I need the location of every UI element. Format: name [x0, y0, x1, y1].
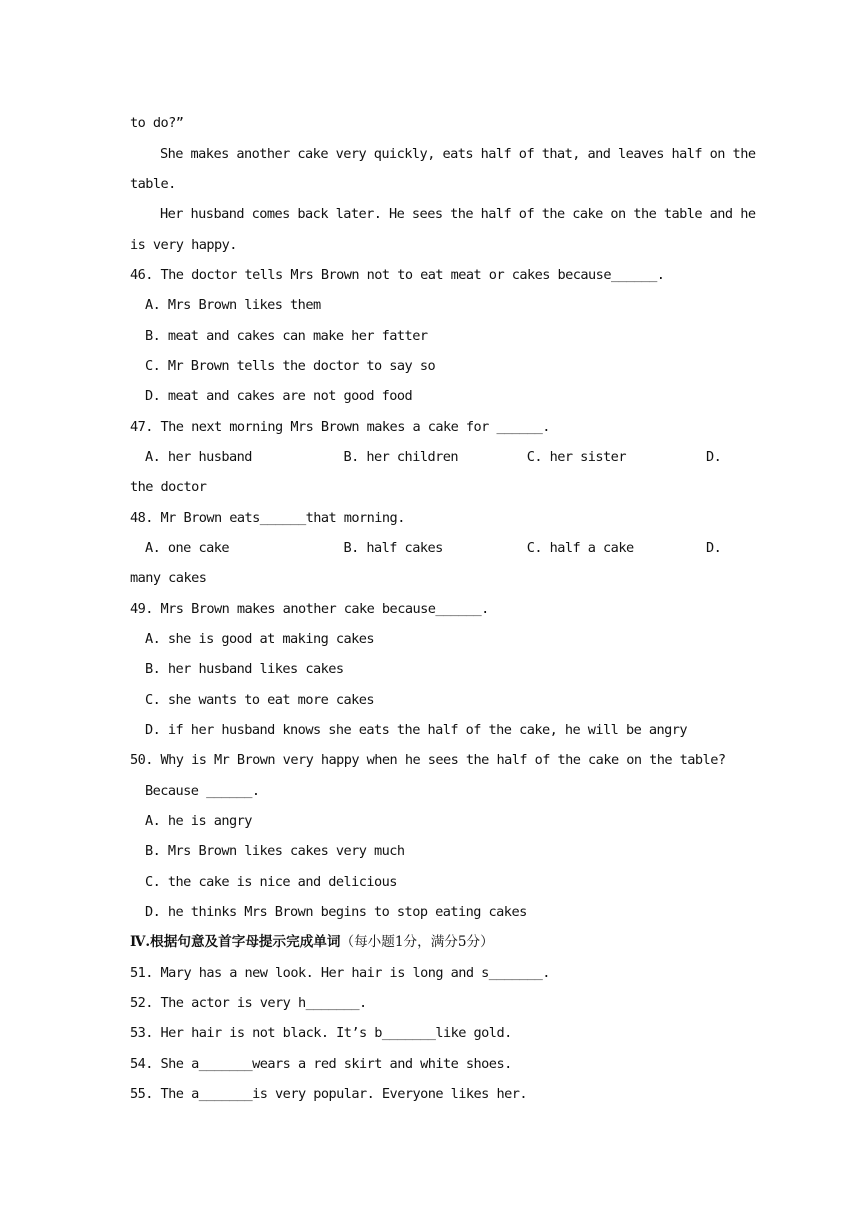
question-55: 55. The a_______is very popular. Everyone likes her. [130, 1086, 527, 1102]
question-49-option-d: D. if her husband knows she eats the half of the cake, he will be angry [145, 722, 688, 738]
question-48-options-row: A. one cake B. half cakes C. half a cake [145, 540, 634, 556]
question-48-option-d-text: many cakes [130, 570, 207, 586]
question-49-stem: 49. Mrs Brown makes another cake because______. [130, 601, 489, 617]
question-46-option-a: A. Mrs Brown likes them [145, 297, 321, 313]
question-48-stem: 48. Mr Brown eats______that morning. [130, 510, 405, 526]
question-50-stem-continued: Because ______. [145, 783, 260, 799]
question-46-option-c: C. Mr Brown tells the doctor to say so [145, 358, 436, 374]
question-46-option-b: B. meat and cakes can make her fatter [145, 328, 428, 344]
question-47-option-d-label: D. [706, 449, 722, 465]
question-47-stem: 47. The next morning Mrs Brown makes a cake for ______. [130, 419, 550, 435]
passage-line: She makes another cake very quickly, eats half of that, and leaves half on the [160, 146, 756, 162]
section-4-heading [130, 932, 732, 952]
question-49-option-a: A. she is good at making cakes [145, 631, 375, 647]
passage-line: to do?” [130, 115, 184, 131]
question-47-option-d-text: the doctor [130, 479, 207, 495]
question-48-option-d-label: D. [706, 540, 722, 556]
passage-line: Her husband comes back later. He sees the half of the cake on the table and he [160, 206, 756, 222]
question-47-options-row: A. her husband B. her children C. her sister [145, 449, 626, 465]
question-50-option-d: D. he thinks Mrs Brown begins to stop eating cakes [145, 904, 527, 920]
section-4-title: Ⅳ.根据句意及首字母提示完成单词 [130, 934, 341, 950]
question-50-option-c: C. the cake is nice and delicious [145, 874, 397, 890]
section-4-subtitle: （每小题1分，满分5分） [340, 934, 494, 950]
question-52: 52. The actor is very h_______. [130, 995, 367, 1011]
question-53: 53. Her hair is not black. It’s b_______like gold. [130, 1025, 512, 1041]
question-50-option-b: B. Mrs Brown likes cakes very much [145, 843, 405, 859]
question-46-stem: 46. The doctor tells Mrs Brown not to eat meat or cakes because______. [130, 267, 665, 283]
question-49-option-c: C. she wants to eat more cakes [145, 692, 375, 708]
passage-line: is very happy. [130, 237, 237, 253]
question-51: 51. Mary has a new look. Her hair is long and s_______. [130, 965, 550, 981]
question-49-option-b: B. her husband likes cakes [145, 661, 344, 677]
passage-line: table. [130, 176, 176, 192]
question-54: 54. She a_______wears a red skirt and white shoes. [130, 1056, 512, 1072]
question-46-option-d: D. meat and cakes are not good food [145, 388, 413, 404]
question-50-stem: 50. Why is Mr Brown very happy when he sees the half of the cake on the table? [130, 752, 726, 768]
question-50-option-a: A. he is angry [145, 813, 252, 829]
